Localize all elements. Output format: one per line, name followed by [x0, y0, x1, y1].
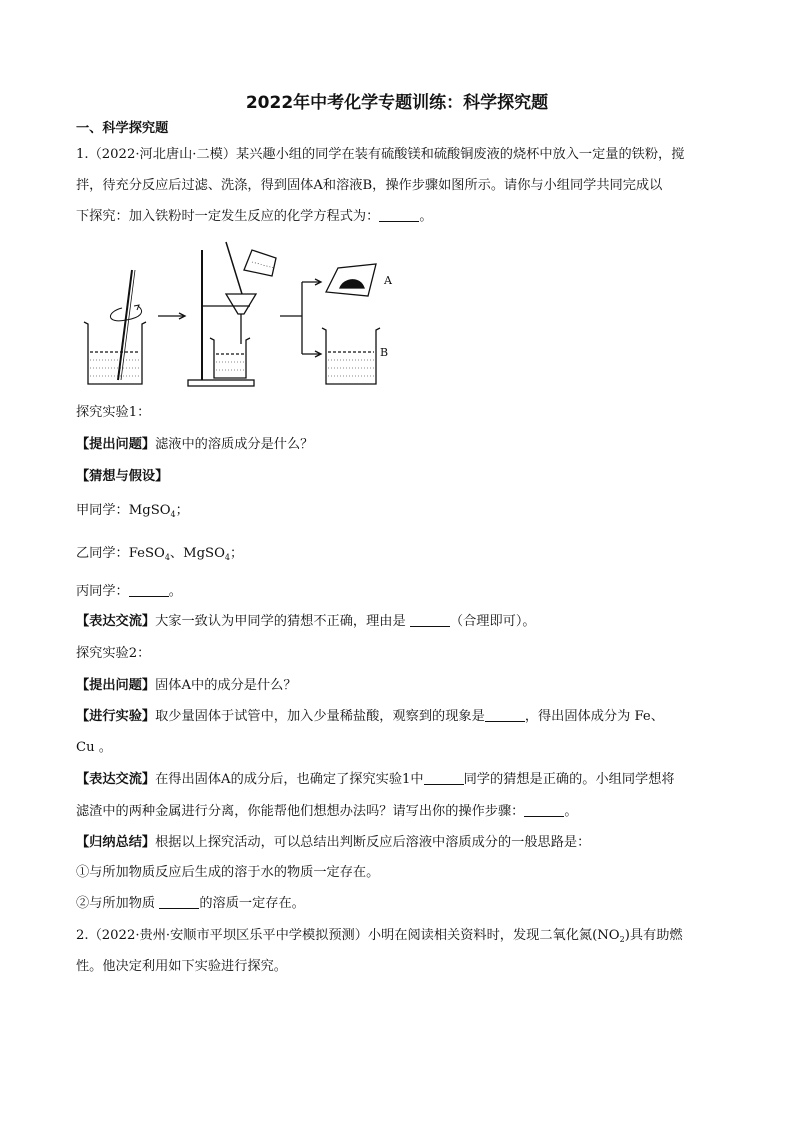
section-heading: 一、科学探究题 [76, 121, 169, 136]
hypothesis-tag [76, 468, 168, 486]
tag: 【进行实验】 [76, 709, 156, 724]
filter-paper-icon [326, 264, 376, 296]
jia-hypothesis [76, 502, 189, 524]
text: 取少量固体于试管中，加入少量稀盐酸，观察到的现象是 [155, 709, 485, 724]
beaker-stirring-icon [84, 270, 146, 384]
tag: 【表达交流】 [76, 772, 156, 787]
answer-blank[interactable] [410, 614, 450, 627]
text: 在得出固体A的成分后，也确定了探究实验1中 [155, 772, 424, 787]
text: 。 [564, 804, 578, 819]
label-a: A [384, 274, 392, 287]
answer-blank[interactable] [159, 896, 199, 909]
exp1-question [76, 436, 313, 454]
yi-hypothesis [76, 545, 243, 567]
tag: 【归纳总结】 [76, 835, 156, 850]
subscript: 4 [170, 510, 176, 519]
exp2-experiment-cont: Cu 。 [76, 740, 112, 755]
text: （合理即可）。 [449, 614, 536, 629]
text: 乙同学：FeSO [76, 546, 165, 561]
exp1-heading: 探究实验1： [76, 405, 151, 420]
exp2-experiment [76, 708, 664, 726]
tag: 【提出问题】 [76, 678, 156, 693]
exp1-expression [76, 613, 536, 631]
tag: 【表达交流】 [76, 614, 156, 629]
text: ，得出固体成分为 Fe、 [524, 709, 664, 724]
answer-blank[interactable] [424, 772, 464, 785]
exp2-heading: 探究实验2： [76, 646, 151, 661]
exp2-expression-cont [76, 803, 578, 821]
text: 滤渣中的两种金属进行分离，你能帮他们想想办法吗？请写出你的操作步骤： [76, 804, 525, 819]
subscript: 2 [619, 935, 625, 944]
summary [76, 834, 590, 852]
punct: 。 [419, 209, 433, 224]
summary-point-1: ①与所加物质反应后生成的溶于水的物质一定存在。 [76, 865, 380, 880]
q1-line-1: 1.（2022·河北唐山·二模）某兴趣小组的同学在装有硫酸镁和硫酸铜废液的烧杯中放入一定量的铁粉，搅 [76, 147, 685, 162]
text: 固体A中的成分是什么？ [155, 678, 297, 693]
text: 的溶质一定存在。 [199, 896, 305, 911]
text: )具有助燃 [624, 928, 683, 943]
bing-hypothesis [76, 583, 182, 601]
tag: 【猜想与假设】 [76, 469, 169, 484]
text: 、MgSO [169, 546, 225, 561]
label-b: B [380, 346, 389, 359]
apparatus-figure [76, 240, 406, 400]
q1-line-3 [76, 208, 433, 226]
text: 大家一致认为甲同学的猜想不正确，理由是 [155, 614, 410, 629]
tag: 【提出问题】 [76, 437, 156, 452]
summary-point-2 [76, 895, 305, 913]
exp2-question [76, 677, 297, 695]
text: 丙同学： [76, 584, 129, 599]
answer-blank[interactable] [485, 709, 525, 722]
q1-line-2: 拌，待充分反应后过滤、洗涤，得到固体A和溶液B，操作步骤如图所示。请你与小组同学共同完成以 [76, 178, 663, 193]
text: 2.（2022·贵州·安顺市平坝区乐平中学模拟预测）小明在阅读相关资料时，发现二氧化氮(NO [76, 928, 620, 943]
text: 根据以上探究活动，可以总结出判断反应后溶液中溶质成分的一般思路是： [155, 835, 591, 850]
text: ； [230, 546, 244, 561]
page-title: 2022年中考化学专题训练：科学探究题 [245, 93, 549, 113]
exp2-expression [76, 771, 675, 789]
beaker-solution-icon [322, 328, 380, 384]
q1-line-3-text: 下探究：加入铁粉时一定发生反应的化学方程式为： [76, 209, 380, 224]
subscript: 4 [224, 553, 230, 562]
q2-line-1 [76, 927, 683, 949]
text: ； [175, 503, 189, 518]
q2-line-2: 性。他决定利用如下实验进行探究。 [76, 959, 287, 974]
text: 滤液中的溶质成分是什么？ [155, 437, 314, 452]
text: 同学的猜想是正确的。小组同学想将 [463, 772, 675, 787]
answer-blank[interactable] [379, 209, 419, 222]
text: ②与所加物质 [76, 896, 160, 911]
answer-blank[interactable] [524, 804, 564, 817]
text: 甲同学：MgSO [76, 503, 171, 518]
answer-blank[interactable] [129, 584, 169, 597]
subscript: 4 [164, 553, 170, 562]
text: 。 [168, 584, 182, 599]
filtration-stand-icon [188, 242, 276, 386]
